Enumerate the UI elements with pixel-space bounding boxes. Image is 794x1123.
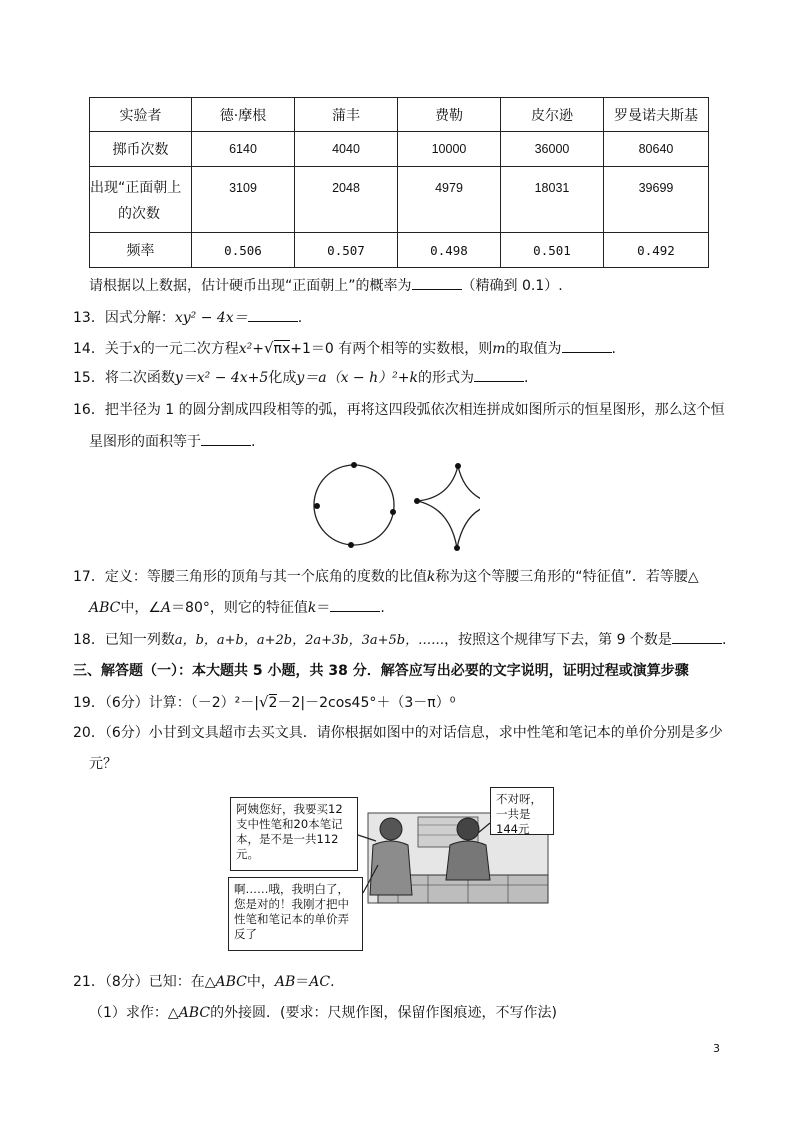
period: . bbox=[297, 310, 303, 326]
table-cell: 39699 bbox=[604, 167, 709, 233]
q15-text: 的形式为 bbox=[417, 370, 474, 386]
shop-dialogue-figure bbox=[228, 785, 554, 953]
table-cell: 2048 bbox=[295, 167, 398, 233]
table-row bbox=[90, 233, 709, 268]
question-number: 13． bbox=[73, 310, 105, 326]
answer-blank[interactable] bbox=[474, 369, 524, 382]
q17-question bbox=[73, 567, 699, 587]
question-number: 19． bbox=[73, 695, 105, 711]
row-label-line1: 出现“正面朝上 bbox=[90, 180, 182, 196]
q14-question bbox=[73, 338, 616, 359]
speech-bubble-boy-reply: 啊……哦，我明白了，您是对的！我刚才把中性笔和笔记本的单价弄反了 bbox=[228, 877, 363, 951]
period: . bbox=[330, 974, 335, 990]
var-m: m bbox=[492, 341, 506, 357]
table-cell: 0.501 bbox=[501, 233, 604, 268]
q18-sequence: a，b，a+b，a+2b，2a+3b，3a+5b，…… bbox=[174, 633, 445, 648]
answer-blank[interactable] bbox=[201, 433, 251, 446]
answer-blank[interactable] bbox=[248, 309, 298, 322]
q15-question bbox=[73, 368, 528, 388]
q17-text: 定义：等腰三角形的顶角与其一个底角的度数的比值 bbox=[104, 569, 427, 585]
section-heading: 三、解答题（一）：本大题共 5 小题，共 38 分．解答应写出必要的文字说明，证明过程或演算步骤 bbox=[73, 663, 689, 679]
question-number: 14． bbox=[73, 341, 105, 357]
q21-text: 的外接圆．(要求：尺规作图，保留作图痕迹，不写作法) bbox=[210, 1005, 557, 1021]
table-row bbox=[90, 167, 709, 233]
answer-blank[interactable] bbox=[562, 340, 612, 353]
period: . bbox=[251, 434, 256, 450]
table-cell: 0.507 bbox=[295, 233, 398, 268]
page-number: 3 bbox=[713, 1042, 720, 1055]
question-number: 20． bbox=[73, 725, 105, 741]
question-number: 21． bbox=[73, 974, 105, 990]
q20-line2: 元？ bbox=[89, 756, 117, 772]
table-header: 实验者 bbox=[90, 98, 192, 132]
q15-text: 化成 bbox=[268, 370, 297, 386]
period: . bbox=[721, 632, 727, 648]
q18-text: 已知一列数 bbox=[104, 632, 175, 648]
equals: ＝ bbox=[295, 974, 310, 990]
circle-shape bbox=[314, 465, 394, 545]
q17-line2 bbox=[89, 598, 385, 618]
q19-text: （6分）计算：（－2）²－| bbox=[104, 695, 259, 711]
sqrt-radicand: 2 bbox=[268, 695, 278, 711]
table-cell: 4040 bbox=[295, 132, 398, 167]
table-cell: 36000 bbox=[501, 132, 604, 167]
speech-bubble-clerk: 不对呀，一共是144元 bbox=[490, 787, 554, 835]
answer-blank[interactable] bbox=[672, 631, 722, 644]
q18-text: ，按照这个规律写下去，第 9 个数是 bbox=[444, 632, 672, 648]
q14-text: 的一元二次方程 bbox=[140, 341, 239, 357]
q20-text: （6分）小甘到文具超市去买文具．请你根据如图中的对话信息，求中性笔和笔记本的单价分别是多少 bbox=[104, 725, 723, 741]
table-row bbox=[90, 132, 709, 167]
q13-question bbox=[73, 308, 302, 328]
star-shape bbox=[417, 466, 480, 548]
q16-text: 把半径为 1 的圆分割成四段相等的弧，再将这四段弧依次相连拼成如图所示的恒星图形，那么这个恒 bbox=[104, 402, 725, 418]
var-a: A bbox=[160, 600, 172, 616]
var-k: k bbox=[426, 569, 436, 585]
table-cell: 6140 bbox=[192, 132, 295, 167]
q16-question bbox=[73, 400, 725, 420]
star-point bbox=[455, 463, 461, 469]
table-cell: 3109 bbox=[192, 167, 295, 233]
q21-text: 中， bbox=[246, 974, 275, 990]
q13-text: 因式分解： bbox=[104, 310, 175, 326]
q12-question bbox=[89, 276, 563, 296]
q16-line2 bbox=[89, 432, 255, 452]
circle-star-figure bbox=[300, 455, 480, 560]
q17-text: 称为这个等腰三角形的“特征值”．若等腰△ bbox=[435, 569, 699, 585]
table-header: 皮尔逊 bbox=[501, 98, 604, 132]
row-label bbox=[90, 167, 192, 233]
triangle-abc: ABC bbox=[178, 1005, 211, 1021]
circle-point bbox=[348, 542, 354, 548]
question-number: 15． bbox=[73, 370, 105, 386]
q20-question bbox=[73, 723, 723, 743]
row-label: 掷币次数 bbox=[90, 132, 192, 167]
sqrt-symbol: √ bbox=[263, 339, 274, 357]
table-cell: 0.498 bbox=[398, 233, 501, 268]
q21-text: （8分）已知：在△ bbox=[104, 974, 216, 990]
period: . bbox=[523, 370, 529, 386]
circle-point bbox=[390, 509, 396, 515]
segment-ac: AC bbox=[309, 974, 331, 990]
q14-text: 关于 bbox=[104, 341, 133, 357]
answer-blank[interactable] bbox=[412, 277, 462, 290]
q21-question bbox=[73, 972, 335, 992]
q15-text: 将二次函数 bbox=[104, 370, 175, 386]
q14-text: +1＝0 有两个相等的实数根，则 bbox=[290, 341, 493, 357]
q17-text: ＝80°，则它的特征值 bbox=[171, 600, 308, 616]
q12-text: 请根据以上数据，估计硬币出现“正面朝上”的概率为 bbox=[89, 278, 412, 294]
q16-text: 星图形的面积等于 bbox=[89, 434, 201, 450]
speech-bubble-boy: 阿姨您好，我要买12支中性笔和20本笔记本，是不是一共112元。 bbox=[230, 797, 358, 871]
table-cell: 0.506 bbox=[192, 233, 295, 268]
triangle-abc: ABC bbox=[215, 974, 247, 990]
row-label-line2: 的次数 bbox=[118, 206, 160, 222]
q18-question bbox=[73, 630, 726, 651]
question-number: 18． bbox=[73, 632, 105, 648]
answer-blank[interactable] bbox=[330, 599, 380, 612]
q12-suffix: （精确到 0.1）. bbox=[461, 278, 563, 294]
q15-expression: y＝a（x − h）²+k bbox=[296, 370, 418, 386]
table-cell: 18031 bbox=[501, 167, 604, 233]
q17-text: ＝ bbox=[316, 600, 331, 616]
q19-question bbox=[73, 692, 455, 713]
table-header: 德·摩根 bbox=[192, 98, 295, 132]
sqrt-symbol: √ bbox=[258, 693, 269, 711]
table-cell: 80640 bbox=[604, 132, 709, 167]
table-header: 费勒 bbox=[398, 98, 501, 132]
segment-ab: AB bbox=[274, 974, 296, 990]
q17-text: 中，∠ bbox=[120, 600, 161, 616]
question-number: 17． bbox=[73, 569, 105, 585]
circle-point bbox=[314, 503, 320, 509]
star-point bbox=[454, 545, 460, 551]
sqrt-radicand: πx bbox=[273, 341, 291, 357]
table-header-row bbox=[90, 98, 709, 132]
var-x: x bbox=[132, 341, 141, 357]
table-cell: 0.492 bbox=[604, 233, 709, 268]
q14-expression: x²+ bbox=[238, 341, 264, 357]
period: . bbox=[611, 341, 616, 357]
star-point bbox=[414, 498, 420, 504]
q14-text: 的取值为 bbox=[505, 341, 562, 357]
row-label: 频率 bbox=[90, 233, 192, 268]
q21-text: （1）求作：△ bbox=[89, 1005, 179, 1021]
var-k: k bbox=[307, 600, 317, 616]
question-number: 16． bbox=[73, 402, 105, 418]
experiment-table bbox=[89, 97, 709, 268]
triangle-abc: ABC bbox=[89, 600, 121, 616]
period: . bbox=[380, 600, 385, 616]
q21-part1 bbox=[89, 1003, 557, 1023]
table-header: 罗曼诺夫斯基 bbox=[604, 98, 709, 132]
q13-expression: xy² − 4x＝ bbox=[174, 310, 248, 326]
table-cell: 4979 bbox=[398, 167, 501, 233]
table-header: 蒲丰 bbox=[295, 98, 398, 132]
q15-expression: y＝x² − 4x+5 bbox=[174, 370, 269, 386]
table-cell: 10000 bbox=[398, 132, 501, 167]
q19-text: －2|－2cos45°＋（3－π）⁰ bbox=[277, 695, 456, 711]
circle-point bbox=[351, 462, 357, 468]
